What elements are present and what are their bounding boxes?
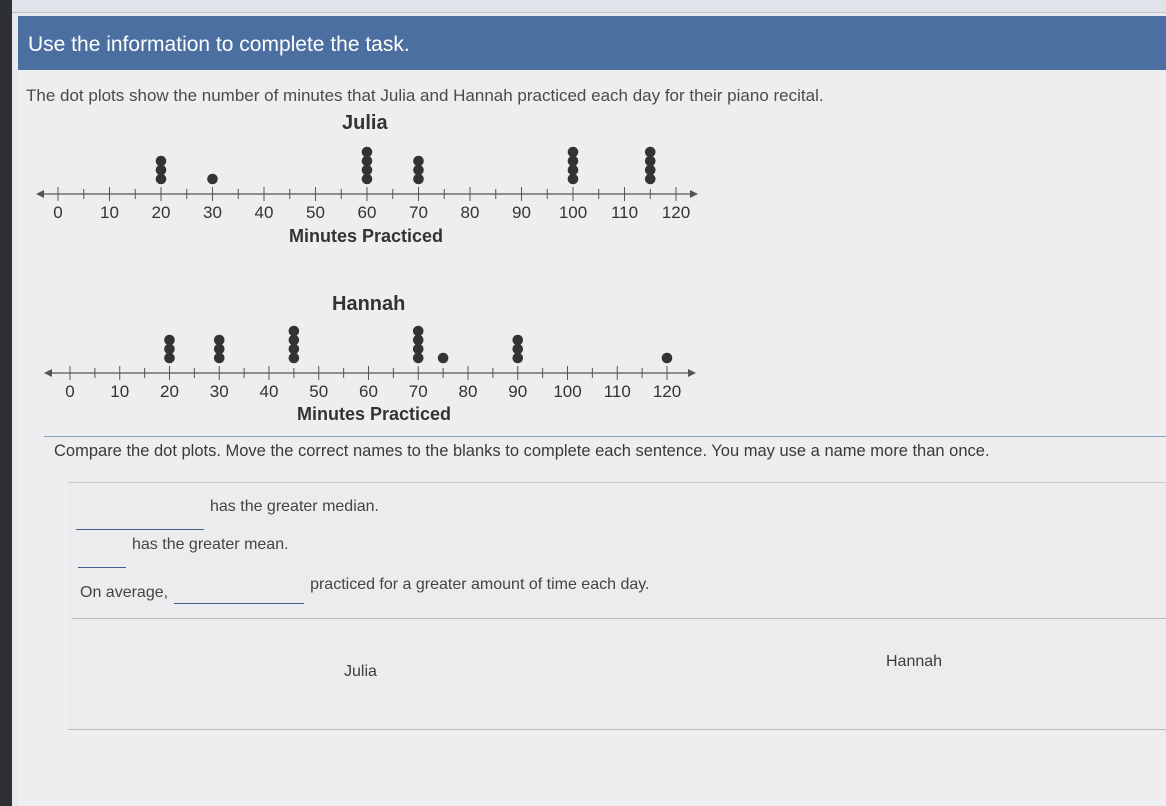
hannah-plot-title: Hannah xyxy=(332,293,406,315)
julia-tick-label: 110 xyxy=(610,203,639,222)
hannah-dot xyxy=(438,353,449,364)
julia-tick-label: 10 xyxy=(100,203,119,222)
hannah-dot xyxy=(164,335,175,346)
intro-text: The dot plots show the number of minutes that Julia and Hannah practiced each day for their piano recital. xyxy=(26,86,824,105)
hannah-tick-label: 70 xyxy=(408,382,428,401)
hannah-dot-plot xyxy=(18,70,718,430)
blank-average[interactable] xyxy=(174,585,304,604)
hannah-tick-label: 80 xyxy=(458,382,478,401)
julia-tick-label: 100 xyxy=(558,203,588,222)
choice-hannah[interactable]: Hannah xyxy=(886,653,943,670)
julia-tick-label: 30 xyxy=(203,203,222,222)
hannah-tick-label: 10 xyxy=(110,382,130,401)
sentence-mean xyxy=(78,536,289,568)
header-bar xyxy=(18,16,1166,70)
header-title: Use the information to complete the task. xyxy=(28,33,410,56)
julia-plot-title: Julia xyxy=(342,112,388,134)
hannah-tick-label: 50 xyxy=(309,382,329,401)
hannah-tick-label: 60 xyxy=(359,382,378,401)
hannah-axis-arrow-right xyxy=(688,369,696,377)
julia-tick-label: 120 xyxy=(661,203,691,222)
julia-tick-label: 50 xyxy=(306,203,325,222)
hannah-dot xyxy=(512,335,523,346)
sentence-mean-text: has the greater mean. xyxy=(132,536,289,553)
hannah-dot xyxy=(413,326,424,337)
hannah-tick-label: 90 xyxy=(508,382,528,401)
sentence-average-text: practiced for a greater amount of time each day. xyxy=(310,576,650,593)
sentence-average-prefix: On average, xyxy=(80,584,169,601)
julia-tick-label: 80 xyxy=(460,203,480,222)
task-content xyxy=(18,70,1166,806)
hannah-axis-arrow-left xyxy=(44,369,52,377)
hannah-tick-label: 20 xyxy=(160,382,179,401)
julia-tick-label: 0 xyxy=(53,203,63,222)
julia-tick-label: 20 xyxy=(151,203,171,222)
blank-mean[interactable] xyxy=(78,549,126,568)
hannah-tick-label: 100 xyxy=(553,382,582,401)
julia-tick-label: 90 xyxy=(512,203,531,222)
hannah-tick-label: 120 xyxy=(652,382,682,401)
hannah-tick-label: 30 xyxy=(209,382,229,401)
hannah-axis-label: Minutes Practiced xyxy=(297,404,452,424)
sentence-median-text: has the greater median. xyxy=(210,498,379,515)
screen-bezel xyxy=(0,0,12,806)
drag-drop-area xyxy=(68,482,1166,730)
julia-tick-label: 70 xyxy=(409,203,428,222)
julia-tick-label: 60 xyxy=(357,203,377,222)
hannah-tick-label: 0 xyxy=(65,382,75,401)
blank-median[interactable] xyxy=(76,511,204,530)
top-strip xyxy=(12,0,1166,13)
choices-divider xyxy=(72,618,1166,619)
hannah-dot xyxy=(662,353,673,364)
julia-axis-label: Minutes Practiced xyxy=(289,226,444,246)
hannah-dot xyxy=(214,335,225,346)
section-divider xyxy=(44,436,1166,437)
hannah-tick-label: 40 xyxy=(259,382,279,401)
julia-tick-label: 40 xyxy=(254,203,274,222)
sentence-average xyxy=(80,576,650,604)
instruction-text: Compare the dot plots. Move the correct names to the blanks to complete each sentence. You may use a name more than once. xyxy=(54,442,990,460)
hannah-tick-label: 110 xyxy=(603,382,631,401)
choice-julia[interactable]: Julia xyxy=(344,663,377,680)
hannah-dot xyxy=(289,326,300,337)
sentence-median xyxy=(76,498,379,530)
